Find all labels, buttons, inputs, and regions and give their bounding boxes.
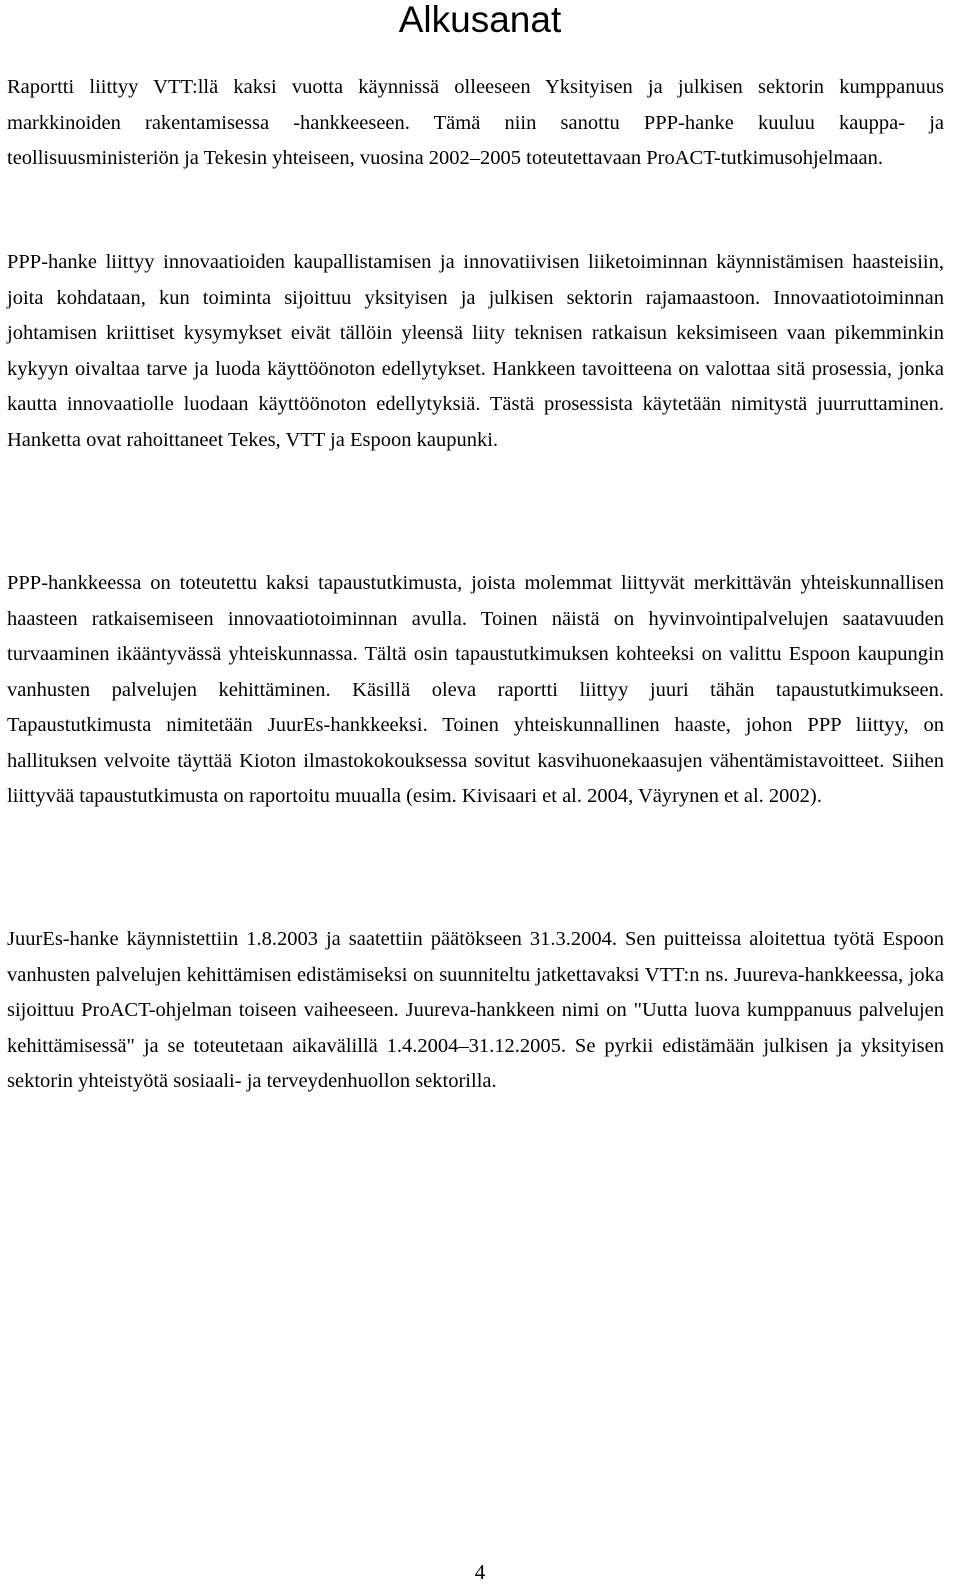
paragraph-juures-project: JuurEs-hanke käynnistettiin 1.8.2003 ja saatettiin päätökseen 31.3.2004. Sen puitteissa aloitettua työtä Espoon vanhusten palvelujen kehittämisen edistämiseksi on suunniteltu jatkettavaksi VTT:n ns. Juureva-hankkeessa, joka sijoittuu ProACT-ohjelman toiseen vaiheeseen. Juureva-hankkeen nimi on "Uutta luova kumppanuus palvelujen kehittämisessä" ja se toteutetaan aikavälillä 1.4.2004–31.12.2005. Se pyrkii edistämään julkisen ja yksityisen sektorin yhteistyötä sosiaali- ja terveydenhuollon sektorilla. bbox=[7, 928, 944, 1092]
page-title: Alkusanat bbox=[398, 0, 562, 40]
paragraph-ppp-challenges: PPP-hanke liittyy innovaatioiden kaupallistamisen ja innovatiivisen liiketoiminnan käynnistämisen haasteisiin, joita kohdataan, kun toiminta sijoittuu yksityisen ja julkisen sektorin rajamaastoon. Innovaatiotoiminnan johtamisen kriittiset kysymykset eivät tällöin yleensä liity teknisen ratkaisun keksimiseen vaan pikemminkin kykyyn oivaltaa tarve ja luoda käyttöönoton edellytykset. Hankkeen tavoitteena on valottaa sitä prosessia, jonka kautta innovaatiolle luodaan käyttöönoton edellytyksiä. Tästä prosessista käytetään nimitystä juurruttaminen. Hanketta ovat rahoittaneet Tekes, VTT ja Espoon kaupunki. bbox=[7, 251, 944, 451]
page-number: 4 bbox=[474, 1560, 486, 1584]
paragraph-intro: Raportti liittyy VTT:llä kaksi vuotta käynnissä olleeseen Yksityisen ja julkisen sektorin kumppanuus markkinoiden rakentamisessa -hankkeeseen. Tämä niin sanottu PPP-hanke kuuluu kauppa- ja teollisuusministeriön ja Tekesin yhteiseen, vuosina 2002–2005 toteutettavaan ProACT-tutkimusohjelmaan. bbox=[7, 76, 944, 169]
paragraph-case-studies: PPP-hankkeessa on toteutettu kaksi tapaustutkimusta, joista molemmat liittyvät merkittävän yhteiskunnallisen haasteen ratkaisemiseen innovaatiotoiminnan avulla. Toinen näistä on hyvinvointipalvelujen saatavuuden turvaaminen ikääntyvässä yhteiskunnassa. Tältä osin tapaustutkimuksen kohteeksi on valittu Espoon kaupungin vanhusten palvelujen kehittäminen. Käsillä oleva raportti liittyy juuri tähän tapaustutkimukseen. Tapaustutkimusta nimitetään JuurEs-hankkeeksi. Toinen yhteiskunnallinen haaste, johon PPP liittyy, on hallituksen velvoite täyttää Kioton ilmastokokouksessa sovitut kasvihuonekaasujen vähentämistavoitteet. Siihen liittyvää tapaustutkimusta on raportoitu muualla (esim. Kivisaari et al. 2004, Väyrynen et al. 2002). bbox=[7, 572, 944, 807]
